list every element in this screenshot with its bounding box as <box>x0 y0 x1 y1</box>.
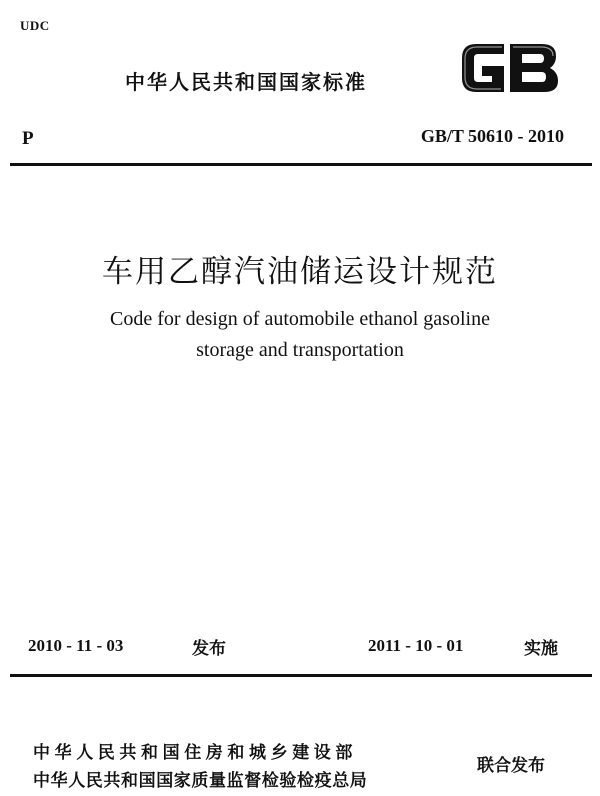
standard-category: P <box>22 128 34 149</box>
gb-logo-icon <box>456 38 562 98</box>
joint-issue-label: 联合发布 <box>477 756 545 776</box>
national-standard-heading: 中华人民共和国国家标准 <box>125 70 367 94</box>
implementation-date: 2011 - 10 - 01 <box>368 636 464 655</box>
udc-label: UDC <box>20 18 50 33</box>
bottom-divider <box>10 674 592 677</box>
issue-label: 发布 <box>192 639 226 659</box>
implementation-label: 实施 <box>524 639 558 659</box>
issue-date: 2010 - 11 - 03 <box>28 636 124 655</box>
english-title-line-1: Code for design of automobile ethanol gasoline <box>110 308 490 330</box>
publisher-ministry: 中华人民共和国住房和城乡建设部 <box>33 743 357 763</box>
chinese-title: 车用乙醇汽油储运设计规范 <box>102 254 498 290</box>
gb-logo-g-shape <box>462 44 504 92</box>
standard-number: GB/T 50610 - 2010 <box>420 126 564 146</box>
publisher-aqsiq: 中华人民共和国国家质量监督检验检疫总局 <box>33 771 368 791</box>
top-divider <box>10 163 592 166</box>
gb-logo-b-shape <box>510 44 558 92</box>
english-title-line-2: storage and transportation <box>196 339 404 361</box>
